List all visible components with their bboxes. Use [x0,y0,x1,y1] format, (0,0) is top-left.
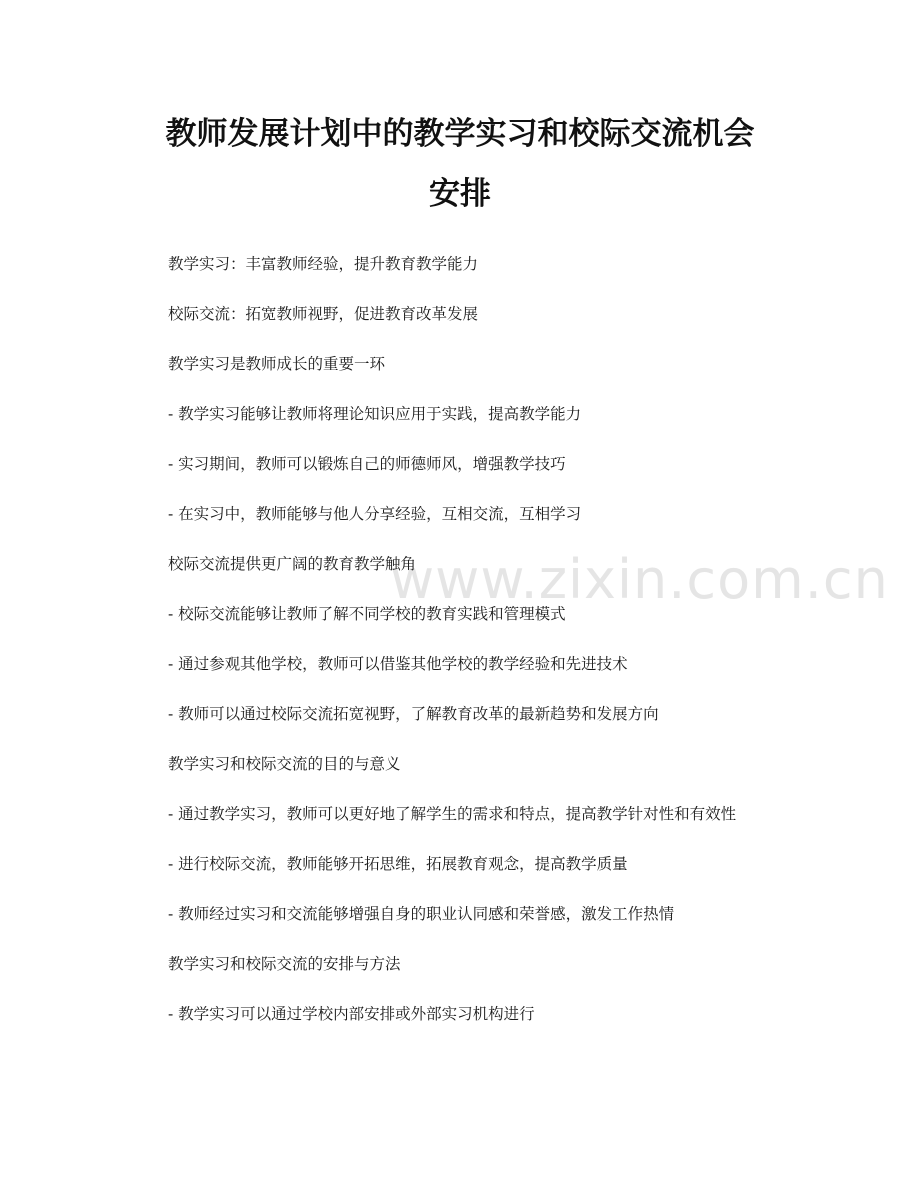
bullet-item: - 实习期间，教师可以锻炼自己的师德师风，增强教学技巧 [168,455,566,473]
bullet-item: - 通过教学实习，教师可以更好地了解学生的需求和特点，提高教学针对性和有效性 [168,805,737,823]
document-title-line1: 教师发展计划中的教学实习和校际交流机会 [165,116,755,152]
paragraph: 校际交流：拓宽教师视野，促进教育改革发展 [168,305,479,323]
bullet-item: - 校际交流能够让教师了解不同学校的教育实践和管理模式 [168,605,566,623]
section-heading: 校际交流提供更广阔的教育教学触角 [168,555,417,573]
document-body [134,250,784,1050]
section-heading: 教学实习和校际交流的安排与方法 [168,955,401,973]
section-heading: 教学实习和校际交流的目的与意义 [168,755,401,773]
bullet-item: - 教师经过实习和交流能够增强自身的职业认同感和荣誉感，激发工作热情 [168,905,675,923]
watermark: www.zixin.com.cn [390,548,889,611]
bullet-item: - 在实习中，教师能够与他人分享经验，互相交流，互相学习 [168,505,582,523]
bullet-item: - 教师可以通过校际交流拓宽视野，了解教育改革的最新趋势和发展方向 [168,705,659,723]
bullet-item: - 进行校际交流，教师能够开拓思维，拓展教育观念，提高教学质量 [168,855,628,873]
document-title [0,104,920,224]
paragraph: 教学实习：丰富教师经验，提升教育教学能力 [168,255,479,273]
bullet-item: - 通过参观其他学校，教师可以借鉴其他学校的教学经验和先进技术 [168,655,628,673]
bullet-item: - 教学实习可以通过学校内部安排或外部实习机构进行 [168,1005,535,1023]
bullet-item: - 教学实习能够让教师将理论知识应用于实践，提高教学能力 [168,405,582,423]
section-heading: 教学实习是教师成长的重要一环 [168,355,386,373]
document-title-line2: 安排 [429,176,491,212]
